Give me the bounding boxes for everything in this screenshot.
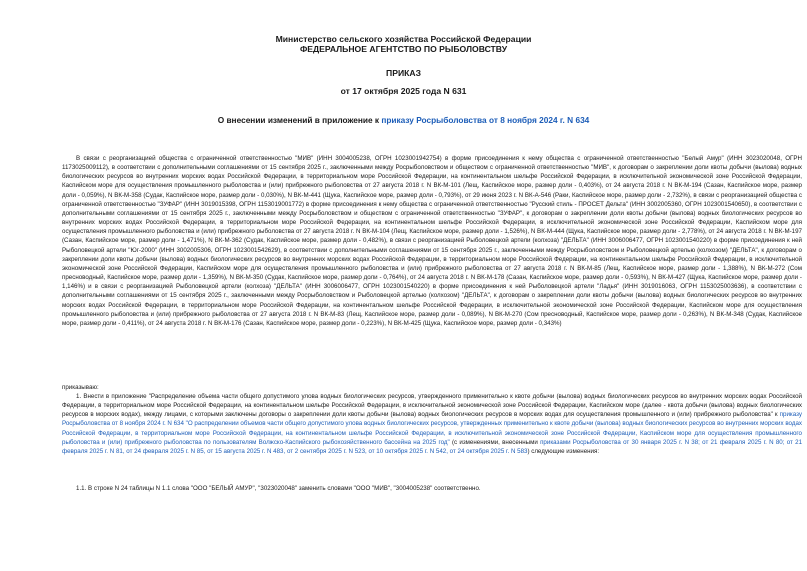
title-prefix: О внесении изменений в приложение к (217, 115, 382, 125)
clause-1-text-mid: (с изменениями, внесенными (449, 438, 541, 446)
clause-1-text-end: ) следующие изменения: (527, 447, 600, 455)
preamble-paragraph (62, 154, 802, 328)
clause-1-paragraph (62, 392, 802, 456)
title-order-link[interactable]: приказу Росрыболовства от 8 ноября 2024 г. N 634 (381, 115, 590, 125)
document-title (0, 115, 807, 125)
preamble-text: В связи с реорганизацией общества с ограниченной ответственностью "МИВ" (ИНН 3004005238, ОГРН 1023001942754) в форме присоединения к нему общества с ограниченной ответственностью "Белый Амур" (ИНН 3023020048, ОГРН 1173025009112), в соответствии с дополнительными соглашениями от 15 сентября 2025 г., заключенными между Росрыболовством и обществом с ограниченной ответственностью "МИВ", к договорам о закреплении доли квоты добычи (вылова) водных биологических ресурсов во внутренних морских водах Российской Федерации, в территориальном море Российской Федерации, на континентальном шельфе Российской Федерации, в исключительной экономической зоне Российской Федерации, Каспийском море для осуществления промышленного рыболовства и (или) прибрежного рыболовства от 27 августа 2018 г. N ВК-М-101 (Лещ, Каспийское море, размер доли - 0,403%), от 24 августа 2018 г. N ВК-М-194 (Сазан, Каспийское море, размер доли - 0,059%), N ВК-М-358 (Судак, Каспийское море, размер доли - 0,030%), N ВК-М-441 (Щука, Каспийское море, размер доли - 0,793%), от 29 июня 2023 г. N ВК-А-546 (Раки, Каспийское море, размер доли - 2,732%), в связи с реорганизацией общества с ограниченной ответственностью "ЗУФАР" (ИНН 3019015398, ОГРН 1153019001772) в форме присоединения к нему общества с ограниченной ответственностью "Русский стиль - ПРОСЕТ Дельта" (ИНН 3002005360, ОГРН 1023001540650), в соответствии с дополнительными соглашениями от 15 сентября 2025 г., заключенными между Росрыболовством и обществом с ограниченной ответственностью "ЗУФАР", к договорам о закреплении доли квоты добычи (вылова) водных биологических ресурсов во внутренних морских водах Российской Федерации, в территориальном море Российской Федерации, на континентальном шельфе Российской Федерации, в исключительной экономической зоне Российской Федерации, Каспийском море для осуществления промышленного рыболовства и (или) прибрежного рыболовства от 27 августа 2018 г. N ВК-М-104 (Лещ, Каспийское море, размер доли - 1,526%), N ВК-М-444 (Щука, Каспийское море, размер доли - 2,778%), от 24 августа 2018 г. N ВК-М-197 (Сазан, Каспийское море, размер доли - 1,471%), N ВК-М-362 (Судак, Каспийское море, размер доли - 0,482%), в связи с реорганизацией Рыболовецкой артели (колхоза) "ДЕЛЬТА" (ИНН 3006006477, ОГРН 1023001540220) в форме присоединения к ней Рыболовецкой артели "Юг-2000" (ИНН 3002005306, ОГРН 1023001542629), в соответствии с дополнительными соглашениями от 15 сентября 2025 г., заключенными между Росрыболовством и Рыболовецкой артелью (колхозом) "ДЕЛЬТА", к договорам о закреплении доли квоты добычи (вылова) водных биологических ресурсов во внутренних морских водах Российской Федерации, в территориальном море Российской Федерации, на континентальном шельфе Российской Федерации, в исключительной экономической зоне Российской Федерации, Каспийском море для осуществления промышленного рыболовства и (или) прибрежного рыболовства от 27 августа 2018 г. N ВК-М-85 (Лещ, Каспийское море, размер доли - 1,388%), N ВК-М-272 (Сом пресноводный, Каспийское море, размер доли - 1,359%), N ВК-М-350 (Судак, Каспийское море, размер доли - 0,764%), от 24 августа 2018 г. N ВК-М-178 (Сазан, Каспийское море, размер доли - 0,593%), N ВК-М-427 (Щука, Каспийское море, размер доли - 1,146%) и в связи с реорганизацией Рыболовецкой артели (колхоза) "ДЕЛЬТА" (ИНН 3006006477, ОГРН 1023001540220) в форме присоединения к ней Рыболовецкой артели "Ладья" (ИНН 3019016063, ОГРН 1153025003636), в соответствии с дополнительными соглашениями от 15 сентября 2025 г., заключенными между Росрыболовством и Рыболовецкой артелью (колхозом) "ДЕЛЬТА", к договорам о закреплении доли квоты добычи (вылова) водных биологических ресурсов во внутренних морских водах Российской Федерации, в территориальном море Российской Федерации, на континентальном шельфе Российской Федерации, в исключительной экономической зоне Российской Федерации, Каспийском море для осуществления промышленного рыболовства и (или) прибрежного рыболовства от 27 августа 2018 г. N ВК-М-83 (Лещ, Каспийское море, размер доли - 0,089%), N ВК-М-270 (Сом пресноводный, Каспийское море, размер доли - 0,263%), N ВК-М-348 (Судак, Каспийское море, размер доли - 0,411%), от 24 августа 2018 г. N ВК-М-176 (Сазан, Каспийское море, размер доли - 0,223%), N ВК-М-425 (Щука, Каспийское море, размер доли - 0,343%) (62, 155, 802, 327)
order-634-link[interactable]: приказу Росрыболовства от 8 ноября 2024 г. N 634 "О распределении объемов части общего допустимого улова водных биологических ресурсов, утвержденных применительно к квоте добычи (вылова) водных биологических ресурсов во внутренних морских водах Российской Федерации, в территориальном море Российской Федерации, на континентальном шельфе Российской Федерации, в исключительной экономической зоне Российской Федерации, Каспийском море для осуществления промышленного рыболовства и (или) прибрежного рыболовства по пользователям Волжско-Каспийского рыбохозяйственного бассейна на 2025 год" (62, 411, 802, 446)
amending-orders-link[interactable]: приказами Росрыболовства от 30 января 2025 г. N 38; от 21 февраля 2025 г. N 80; от 21 февраля 2025 г. N 81, от 24 февраля 2025 г. N 85, от 15 августа 2025 г. N 483, от 2 сентября 2025 г. N 523, от 10 октября 2025 г. N 542, от 24 октября 2025 г. N 583 (62, 438, 803, 455)
agency-name: ФЕДЕРАЛЬНОЕ АГЕНТСТВО ПО РЫБОЛОВСТВУ (299, 44, 508, 54)
document-type: ПРИКАЗ (386, 68, 421, 78)
order-word: приказываю: (62, 384, 99, 391)
clause-1-1-text: 1.1. В строке N 24 таблицы N 1.1 слова "ООО "БЕЛЫЙ АМУР", "3023020048" заменить словами "ООО "МИВ", "3004005238" соответственно. (76, 485, 481, 492)
ministry-name: Министерство сельского хозяйства Российской Федерации (275, 34, 532, 44)
clause-1-text: 1. Внести в приложение "Распределение объема части общего допустимого улова водных биологических ресурсов, утвержденного применительно к квоте добычи (вылова) водных биологических ресурсов во внутренних морских водах Российской Федерации, в территориальном море Российской Федерации, на континентальном шельфе Российской Федерации, в исключительной экономической зоне Российской Федерации, Каспийском море (далее - квота добычи (вылова) водных биологических ресурсов в морских водах), между лицами, с которыми заключены договоры о закреплении доли квоты добычи (вылова) водных биологических ресурсов в морских водах для осуществления промышленного и (или) прибрежного рыболовства" к (62, 393, 802, 419)
document-date-number: от 17 октября 2025 года N 631 (340, 86, 467, 96)
